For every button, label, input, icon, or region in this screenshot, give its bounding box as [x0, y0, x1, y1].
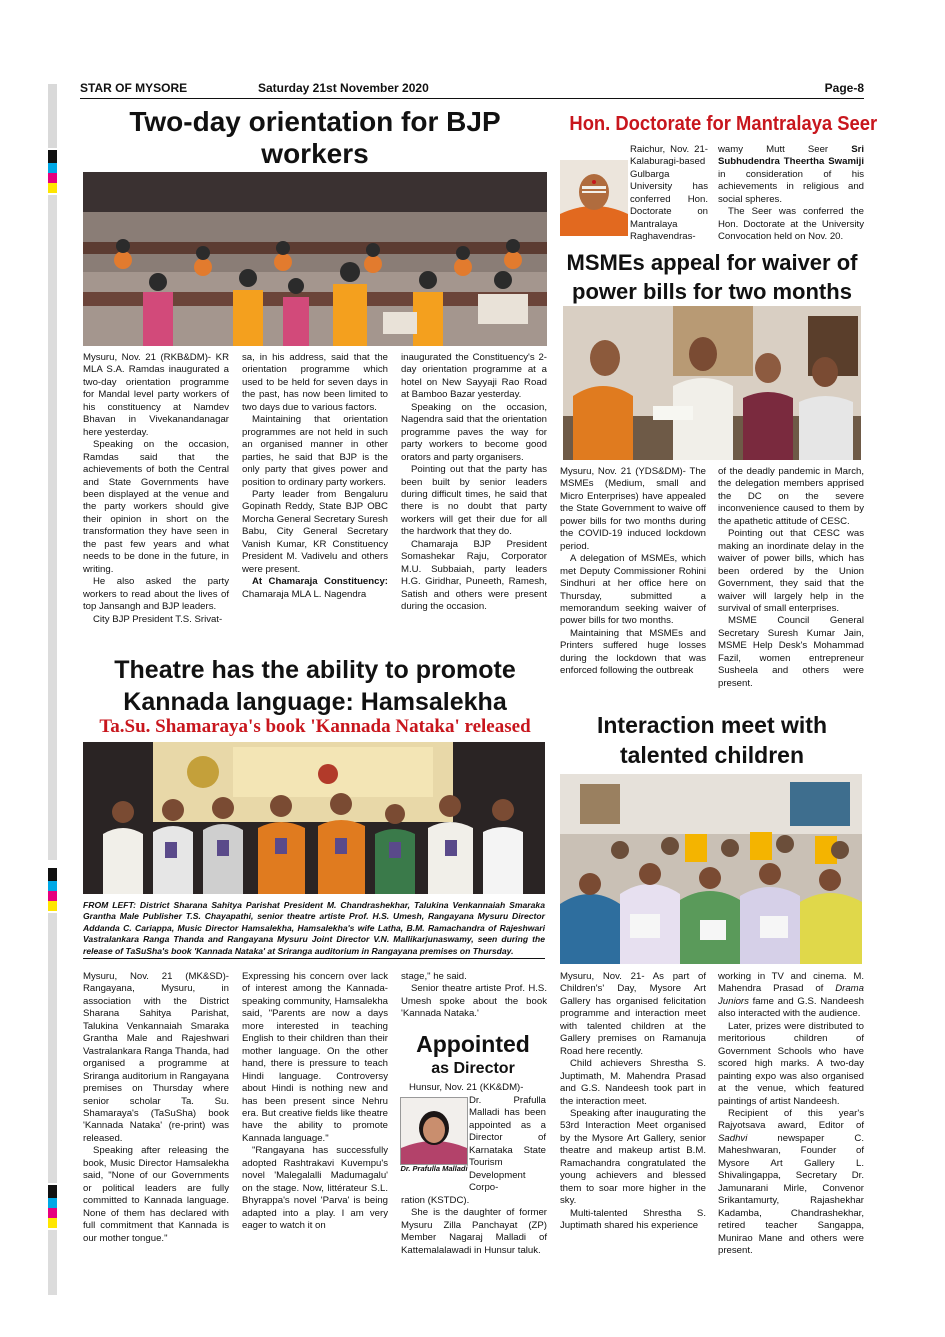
msme-col2-para: MSME Council General Secretary Suresh Kumar Jain, MSME Help Desk's Mohammad Fazil, women entrepreneur Susheela and others were present. — [718, 615, 864, 689]
children-meet-photo — [560, 774, 862, 964]
cmyk-black-mark — [48, 868, 57, 881]
bjp-col2-para: Party leader from Bengaluru Gopinath Reddy, State BJP OBC Morcha General Secretary Suresh Babu, City General Secretary Vanish Kumar, KR Constituency President M. Vadivelu and others were present. — [242, 488, 388, 575]
children-col2 — [718, 971, 864, 1257]
msme-col1-para: A delegation of MSMEs, which met Deputy Commissioner Rohini Sindhuri at her office here on Thursday, submitted a memorandum seeking waiver of power bills for two months. — [560, 553, 706, 627]
children-headline-line1: Interaction meet with — [596, 712, 828, 738]
page-number: Page-8 — [824, 81, 864, 95]
appointed-para: ration (KSTDC). — [401, 1195, 470, 1206]
registration-strip — [48, 84, 57, 148]
theatre-subhead: Ta.Su. Shamaraya's book 'Kannada Nataka' released — [99, 716, 531, 737]
seer-col2 — [718, 144, 864, 244]
cmyk-magenta-mark — [48, 1208, 57, 1218]
bjp-col1-para: Mysuru, Nov. 21 (RKB&DM)- KR MLA S.A. Ramdas inaugurated a two-day orientation programme for Mandal level party workers of his constituency at Namdev Bhavan in Vivekanandanagar here yesterday. — [83, 352, 229, 438]
msme-col1-para: Maintaining that MSMEs and Printers suffered huge losses during the lockdown that was enforced following the outbreak — [560, 627, 706, 677]
bjp-col1-para: Speaking on the occasion, Ramdas said that the achievements of both the Central and State Governments have been displayed at the venue and the party workers should give their opinion in short on the transformation they have seen in the past few years and what needs to be done in the future, in writing. — [83, 439, 229, 575]
msme-delegation-illustration — [563, 306, 861, 460]
book-release-illustration — [83, 742, 545, 894]
seer-col2-para — [718, 144, 864, 206]
appointed-headline — [398, 1030, 548, 1079]
seer-col1-text — [566, 144, 708, 244]
appointed-narrow: Dr. Prafulla Malladi has been appointed as a Director of Karnataka State Tourism Development Corpo- — [469, 1095, 546, 1194]
seer-name: Sri Subhudendra Theertha Swamiji — [718, 144, 864, 168]
appointed-headline-line2: as Director — [431, 1060, 515, 1077]
sadhvi-title: Sadhvi — [718, 1132, 748, 1144]
children-col1-para: Mysuru, Nov. 21- As part of Children's' Day, Mysore Art Gallery has organised felicitation programme and interaction meet with talented children at the Gallery premises on Ramanuja Road here recently. — [560, 971, 706, 1057]
bjp-col3-para: Speaking on the occasion, Nagendra said that the orientation programme paves the way for party workers to become good orators and party organisers. — [401, 401, 547, 463]
msme-col1 — [560, 466, 706, 678]
theatre-col2 — [242, 971, 388, 1233]
bjp-col1-para: City BJP President T.S. Srivat- — [93, 613, 223, 625]
drama-juniors-title: Drama Juniors — [718, 983, 864, 1007]
book-release-photo — [83, 742, 545, 894]
theatre-col1 — [83, 971, 229, 1245]
cmyk-black-mark — [48, 150, 57, 163]
bjp-col1-para: He also asked the party workers to read about the lives of top Jansangh and BJP leaders. — [83, 576, 229, 613]
children-col2-text: newspaper C. Maheshwaran, Founder of Mysore Art Gallery L. Shivalingappa, Secretary Dr. Jamunarani Mirle, Convenor Srikantamurty, Rajashekhar Kadamba, Chandrashekhar, retired teacher Sangappa, Munirao Mane and others were present. — [718, 1132, 864, 1256]
theatre-col2-para: "Rangayana has successfully adopted Rashtrakavi Kuvempu's novel 'Malegalalli Madumagalu' on the stage. Now, littérateur S.L. Bhyrappa's novel 'Parva' is being adapted into a play. I am very eager to watch it on — [242, 1145, 388, 1232]
bjp-headline-line1: Two-day orientation for BJP workers — [129, 106, 501, 169]
theatre-col3-para: stage," he said. — [401, 971, 467, 982]
bjp-col3-para: Pointing out that the party has been built by senior leaders during difficult times, he said that there is no doubt that party workers will get their due for all the hardwork that they do. — [401, 464, 547, 538]
children-col2-para — [718, 971, 864, 1021]
appointed-dateline: Hunsur, Nov. 21 (KK&DM)- — [409, 1082, 524, 1093]
seer-col2-text: wamy Mutt Seer — [718, 144, 829, 155]
bjp-meeting-photo-illustration — [83, 172, 547, 346]
children-col2-para — [718, 1108, 864, 1257]
msme-headline-line1: MSMEs appeal for waiver of — [566, 250, 858, 275]
theatre-headline-line2: Kannada language: Hamsalekha — [123, 688, 507, 716]
bjp-col1 — [83, 352, 229, 626]
cmyk-cyan-mark — [48, 1198, 57, 1208]
theatre-col1-para: Mysuru, Nov. 21 (MK&SD)- Rangayana, Mysuru, in association with the District Sharana Sahitya Parishat, Talukina Venkannaiah Smaraka Grantha Male and Rajeshwari Vastralankara Ranga Thanda, had organised a programme at Sriranga auditorium in Rangayana premises on Thursday where senior scholar Ta. Su. Shamaraya's (TaSuSha) book 'Kannada Nataka' (re-print) was released. — [83, 971, 229, 1144]
msme-col2 — [718, 466, 864, 690]
bjp-meeting-photo — [83, 172, 547, 346]
cmyk-yellow-mark — [48, 901, 57, 911]
registration-strip — [48, 1230, 57, 1295]
children-headline — [557, 710, 867, 770]
masthead — [80, 80, 864, 99]
cmyk-cyan-mark — [48, 163, 57, 173]
bjp-subhead: At Chamaraja Constituency: — [252, 576, 388, 588]
cmyk-magenta-mark — [48, 891, 57, 901]
appointed-rest — [401, 1195, 547, 1257]
theatre-headline — [80, 654, 550, 718]
appointed-para: She is the daughter of former Mysuru Zilla Panchayat (ZP) Member Nagaraj Malladi of Kattemalalawadi in Hunsur taluk. — [401, 1207, 547, 1256]
children-col1-para: Multi-talented Shrestha S. Juptimath shared his experience — [560, 1207, 706, 1232]
cmyk-yellow-mark — [48, 1218, 57, 1228]
seer-headline: Hon. Doctorate for Mantralaya Seer — [569, 113, 878, 135]
seer-col1-para — [566, 144, 708, 244]
theatre-col1-para: Speaking after releasing the book, Music Director Hamsalekha said, "None of our Governments or political leaders are fully committed to Kannada language. None of them has declared with full commitment that Kannada is our mother tongue." — [83, 1145, 229, 1244]
theatre-col3-para: Senior theatre artiste Prof. H.S. Umesh spoke about the book 'Kannada Nataka.' — [401, 983, 547, 1020]
bjp-col2-para: Maintaining that orientation programmes are not held in such an organised manner in other parties, he said that BJP is the only party that gives power and position to ordinary party workers. — [242, 414, 388, 488]
msme-delegation-photo — [563, 306, 861, 460]
msme-headline-line2: power bills for two months — [572, 279, 852, 304]
prafulla-portrait — [400, 1097, 468, 1165]
seer-col2-para: The Seer was conferred the Hon. Doctorate at the University Convocation held on Nov. 20. — [718, 206, 864, 243]
bjp-subhead-text: Chamaraja MLA L. Nagendra — [242, 588, 367, 600]
cmyk-magenta-mark — [48, 173, 57, 183]
prafulla-photo-caption: Dr. Prafulla Malladi — [400, 1164, 468, 1173]
bjp-col2 — [242, 352, 388, 601]
bjp-col3-para: inaugurated the Constituency's 2-day orientation programme at a hotel on New Sayyaji Rao Road at Bamboo Bazar yesterday. — [401, 352, 547, 401]
cmyk-yellow-mark — [48, 183, 57, 193]
msme-col2-para: Pointing out that CESC was making an inordinate delay in the waiver of power bills, which has been ordered by the Union Government, they said that the waiver will largely help in the survival of small enterprises. — [718, 528, 864, 614]
children-col1 — [560, 971, 706, 1233]
children-col2-text: fame and G.S. Nandeesh also interacted with the audience. — [718, 995, 864, 1020]
bjp-col3-para: Chamaraja BJP President Somashekar Raju, Corporator M.U. Subbaiah, party leaders H.G. Giridhar, Puneeth, Ramesh, Satish and others were present during the occasion. — [401, 538, 547, 613]
registration-strip — [48, 195, 57, 860]
theatre-col3 — [401, 971, 547, 1021]
cmyk-cyan-mark — [48, 881, 57, 891]
msme-headline — [557, 248, 867, 306]
seer-col2-text: in consideration of his achievements in religious and social spheres. — [718, 168, 864, 205]
children-col1-para: Speaking after inaugurating the 53rd Interaction Meet organised by the Mysore Art Gallery, senior theatre and makeup artist B.M. Ramachandra congratulated the young achievers and blessed them to soar more higher in the sky. — [560, 1107, 706, 1207]
children-col2-text: working in TV and cinema. M. Mahendra Prasad of — [718, 971, 864, 995]
msme-col2-para: of the deadly pandemic in March, the delegation members apprised the DC on the severe inconvenience caused to them by the apathetic attitude of CESC. — [718, 466, 864, 527]
book-release-caption: FROM LEFT: District Sharana Sahitya Parishat President M. Chandrashekhar, Talukina Venkannaiah Smaraka Grantha Male Publisher T.S. Chayapathi, senior theatre artiste Prof. H.S. Umesh, Rangayana Mysuru Director Addanda C. Cariappa, Music Director Hamsalekha, Hamsalekha's wife Latha, B.M. Ramachandra of Rajeshwari Vastralankara Ranga Thanda and Rangayana Mysuru Joint Director V.N. Mallikarjunaswamy, seen during the release of TaSuSha's book 'Kannada Nataka' at Sriranga auditorium in Rangayana premises on Thursday. — [83, 900, 545, 959]
registration-strip — [48, 913, 57, 1183]
bjp-col3 — [401, 352, 547, 614]
children-col2-text: Recipient of this year's Rajyotsava award, Editor of — [718, 1107, 864, 1132]
bjp-col2-para: sa, in his address, said that the orientation programme which used to be held for seven days in the past, has now been limited to two days due to various factors. — [242, 352, 388, 413]
children-col2-para: Later, prizes were distributed to meritorious children of Government Schools who have scored high marks. A two-day painting expo was also organised at the venue, which featured paintings of artist Nandeesh. — [718, 1020, 864, 1107]
theatre-col2-para: Expressing his concern over lack of interest among the Kannada-speaking community, Hamsalekha said, "Parents are now a days more interested in teaching English to their children than their mother language. On the other hand, there is pressure to teach Hindi language. Controversy about Hindi is nothing new and has been present since Nehru era. But creative fields like theatre have the ability to promote Kannada language." — [242, 971, 388, 1144]
prafulla-portrait-illustration — [401, 1098, 467, 1164]
children-headline-line2: talented children — [619, 742, 805, 768]
children-meet-illustration — [560, 774, 862, 964]
msme-col1-para: Mysuru, Nov. 21 (YDS&DM)- The MSMEs (Medium, small and Micro Enterprises) have appealed the State Government to waive off power bills for two months during the COVID-19 induced lockdown period. — [560, 466, 706, 552]
appointed-headline-line1: Appointed — [416, 1031, 530, 1057]
issue-date: Saturday 21st November 2020 — [258, 81, 429, 95]
cmyk-black-mark — [48, 1185, 57, 1198]
bjp-col2-para — [242, 576, 388, 601]
seer-col1-body: Raichur, Nov. 21- Kalaburagi-based Gulbarga University has conferred Hon. Doctorate on Mantralaya Raghavendras- — [630, 144, 708, 243]
paper-name: STAR OF MYSORE — [80, 81, 188, 95]
theatre-headline-line1: Theatre has the ability to promote — [114, 656, 516, 684]
children-col1-para: Child achievers Shrestha S. Juptimath, M. Mahendra Prasad and G.S. Nandeesh took part in the interaction meet. — [560, 1058, 706, 1107]
